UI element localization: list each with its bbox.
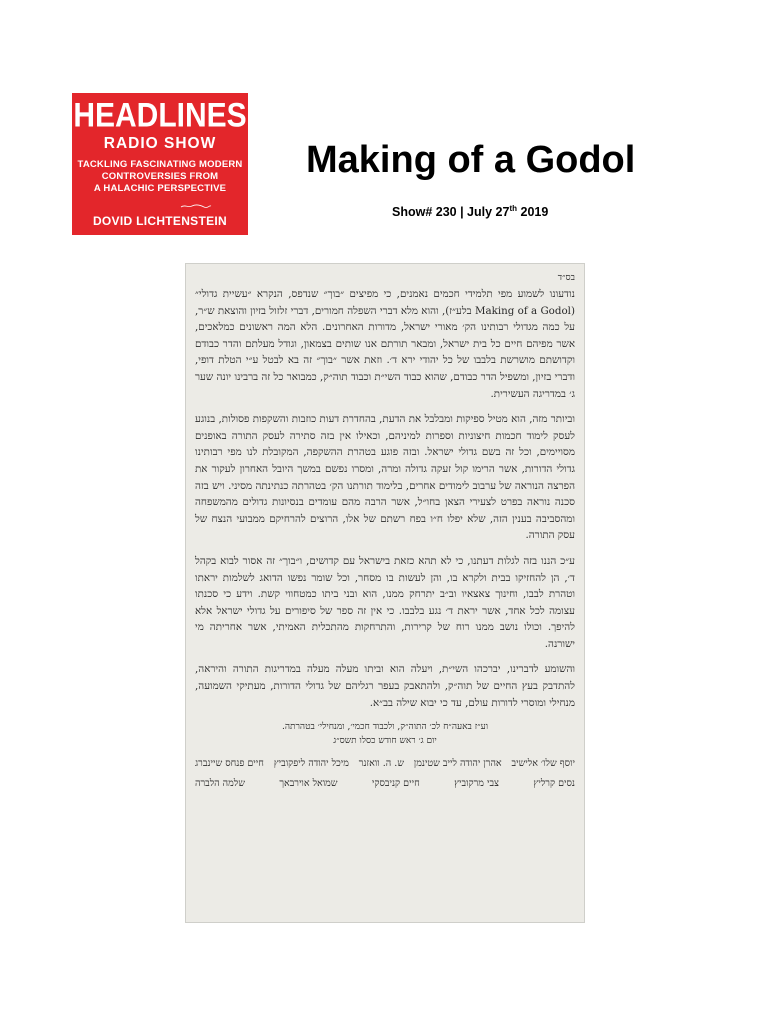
letter-body [195, 272, 575, 916]
signature: נסים קרליץ [533, 778, 575, 790]
show-info: Show# 230 | July 27th 2019 [392, 204, 549, 220]
letter-paragraph: נודעונו לשמוע מפי תלמידי חכמים נאמנים, כי מפיצים ״בוך״ שנדפס, הנקרא ״עשיית גדולי״ (Making of a Godol בלע״ז), והוא מלא דברי השפלה חמורים, דברי זלזול בזיון והוצאת ש״ר, על כמה מגדולי רבותינו הק׳ מאורי ישראל, מדורות האחרונים. הלא המה ראשונים כמלאכים, אשר מפיהם חיים כל בית ישראל, ומבאר תורתם אנו שותים בצמאון, וגודל מעלתם והדר כבודם וקדושתם מושרשת בלבבו של כל יהודי ירא ד׳. וזאת אשר ״בוך״ זה בא לבטל ע״י הטלת דופי, ודברי בזיון, ומשפיל הדר כבודם, שהוא כבוד השי״ת וכבוד תוה״ק, כמבואר כל זה ברבינו יונה שער ג׳ במדריגה העשירית. [195, 288, 575, 400]
signature-row [195, 754, 575, 774]
letter-paragraph: וביותר מזה, הוא מטיל ספיקות ומבלבל את הדעת, בהחדרת דעות כוזבות והשקפות פסולות, בנוגע לעסק לימוד חכמות חיצוניות וספרות למיניהם, וכאילו אין בזה סתירה לעסק התורה באופנים מסויימים, וכל זה בשם גדולי ישראל. ובזה פוגע בטהרת ההשקפה, המקובלת לנו מפי רבותינו גדולי הדורות, אשר הרימו קול זעקה גדולה ומרה, ומסרו נפשם במשך היובל האחרון לעקור את הפרצה הנוראה של ערבוב לימודים אחרים, בלימוד תורתנו הק׳ בטהרתה כנתינתה מסיני. ויש בזה סכנה נוראה בפרט לצעירי הצאן בחו״ל, אשר הרבה מהם עומדים בנסיונות גדולים מהמשפחה ומהסביבה בענין הזה, שלא יפלו ח״ו בפח רשתם של אלו, הרוצים להרחיקם ממבועי הנצח של עסק התורה. [195, 413, 575, 542]
logo-radio-show-text: RADIO SHOW [103, 135, 217, 152]
signature: חיים קניבסקי [371, 778, 420, 790]
logo-signature-icon [180, 203, 212, 209]
logo-tagline: TACKLING FASCINATING MODERN CONTROVERSIES FROM A HALACHIC PERSPECTIVE [77, 159, 243, 194]
scanned-letter-clipping [185, 263, 585, 923]
logo-host-name: DOVID LICHTENSTEIN [92, 214, 228, 228]
signature: צבי מרקוביץ [454, 778, 500, 790]
logo-headlines-text: HEADLINES [73, 96, 247, 135]
signature: חיים פנחס שיינברג [195, 758, 264, 770]
letter-paragraph: ע״כ הננו בזה לגלות דעתנו, כי לא תהא כזאת בישראל עם קדושים, ו״בוך״ זה אסור לבוא בקהל ד׳, הן להחזיקו בבית ולקרא בו, והן לעשות בו מסחר, וכל שומר נפשו הדואג לשלמות יראתו וטהרת לבבו, וחינוך צאצאיו וב״ב יתרחק ממנו, הוא ובני ביתו כמטחווי קשת. וידע כי סכנתו עצומה לכל אחד, אשר יראת ד׳ נגע בלבבו. כי אין זה ספר של סיפורים על גדולי ישראל אלא להיפך. וכולו נושב ממנו רוח של קרירות, והתרחקות מהתכלית האמיתי, אשר אחריתה מי ישורנה. [195, 554, 575, 650]
signature: מיכל יהודה ליפקוביץ [273, 758, 349, 770]
signature-row [195, 774, 575, 794]
letter-bsd-heading: בס״ד [557, 273, 575, 283]
letter-paragraph: והשומע לדברינו, יברכהו השי״ת, ויעלה הוא וביתו מעלה מעלה במדריגות התורה והיראה, להתדבק בעץ החיים של תוה״ק, ולהתאבק בעפר רגליהם של גדולי הדורות, מעתיקי השמועה, מנחילי ומוסרי לדורות עולם, עד כי יבוא שילה בב״א. [195, 663, 575, 709]
headlines-radio-show-logo [72, 93, 248, 235]
signature: שלמה הלברה [195, 778, 245, 790]
signature: יוסף שלו׳ אלישיב [511, 758, 575, 770]
signature: שמואל אוירבאך [279, 778, 338, 790]
letter-closing: וע״ז באעה״ח לכ׳ התוה״ק, ולכבוד חכמי׳, ומנחילי׳ בטהרתה. יום ג׳ ראש חודש כסלו תשס״ג [281, 722, 489, 747]
signature: אהרן יהודה לייב שטינמן [413, 758, 502, 770]
page-title: Making of a Godol [306, 139, 636, 181]
signature: ש. ה. וואזנר [358, 758, 404, 770]
letter-signatures [195, 754, 575, 794]
